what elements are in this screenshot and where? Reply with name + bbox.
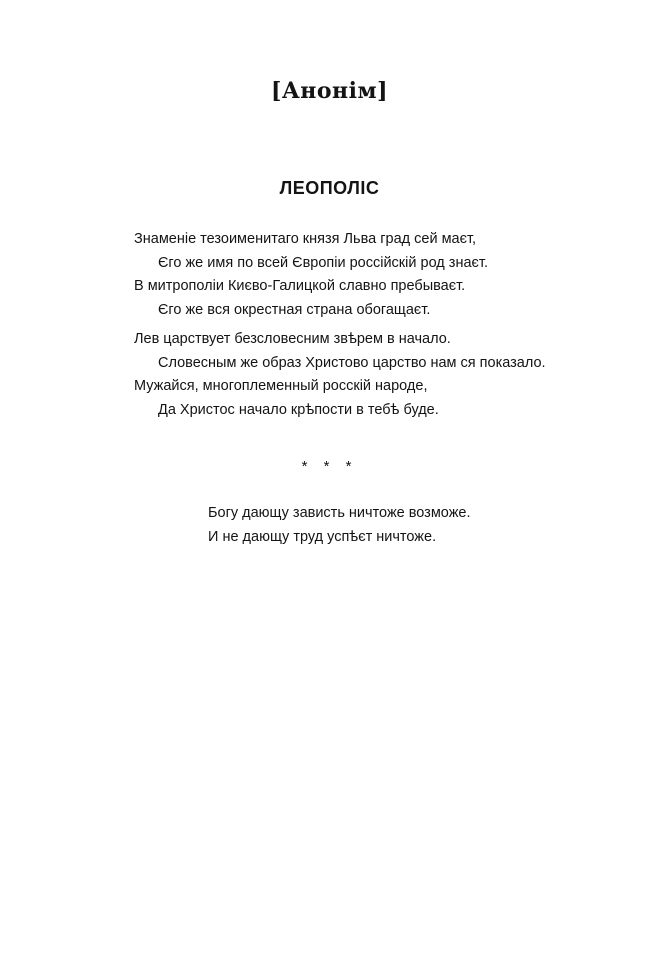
stanza-2 — [134, 328, 546, 422]
epigram-line: И не дающу труд успѣєт ничтоже. — [208, 528, 437, 545]
verse-line: Єго же имя по всей Європіи россійскій род знаєт. — [158, 254, 488, 271]
verse-line: Знаменіе тезоименитаго князя Льва град сей маєт, — [134, 231, 477, 247]
section-separator: * * * — [301, 458, 358, 475]
author-heading: [Анонім] — [270, 78, 389, 104]
stanza-1 — [134, 228, 488, 322]
verse-line: Мужайся, многоплеменный росскій народе, — [134, 378, 428, 394]
verse-line: Да Христос начало крѣпости в тебѣ буде. — [158, 401, 439, 418]
verse-line: Словесным же образ Христово царство нам ся показало. — [158, 354, 546, 371]
verse-line: В митрополіи Києво-Галицкой славно пребываєт. — [134, 278, 466, 294]
epigram-line: Богу дающу зависть ничтоже возможе. — [208, 505, 471, 521]
verse-line: Лев царствует безсловесним звѣрем в начало. — [134, 331, 451, 347]
poem-title: ЛЕОПОЛІС — [279, 178, 380, 198]
epigram — [208, 502, 471, 549]
verse-line: Єго же вся окрестная страна обогащаєт. — [158, 301, 431, 318]
